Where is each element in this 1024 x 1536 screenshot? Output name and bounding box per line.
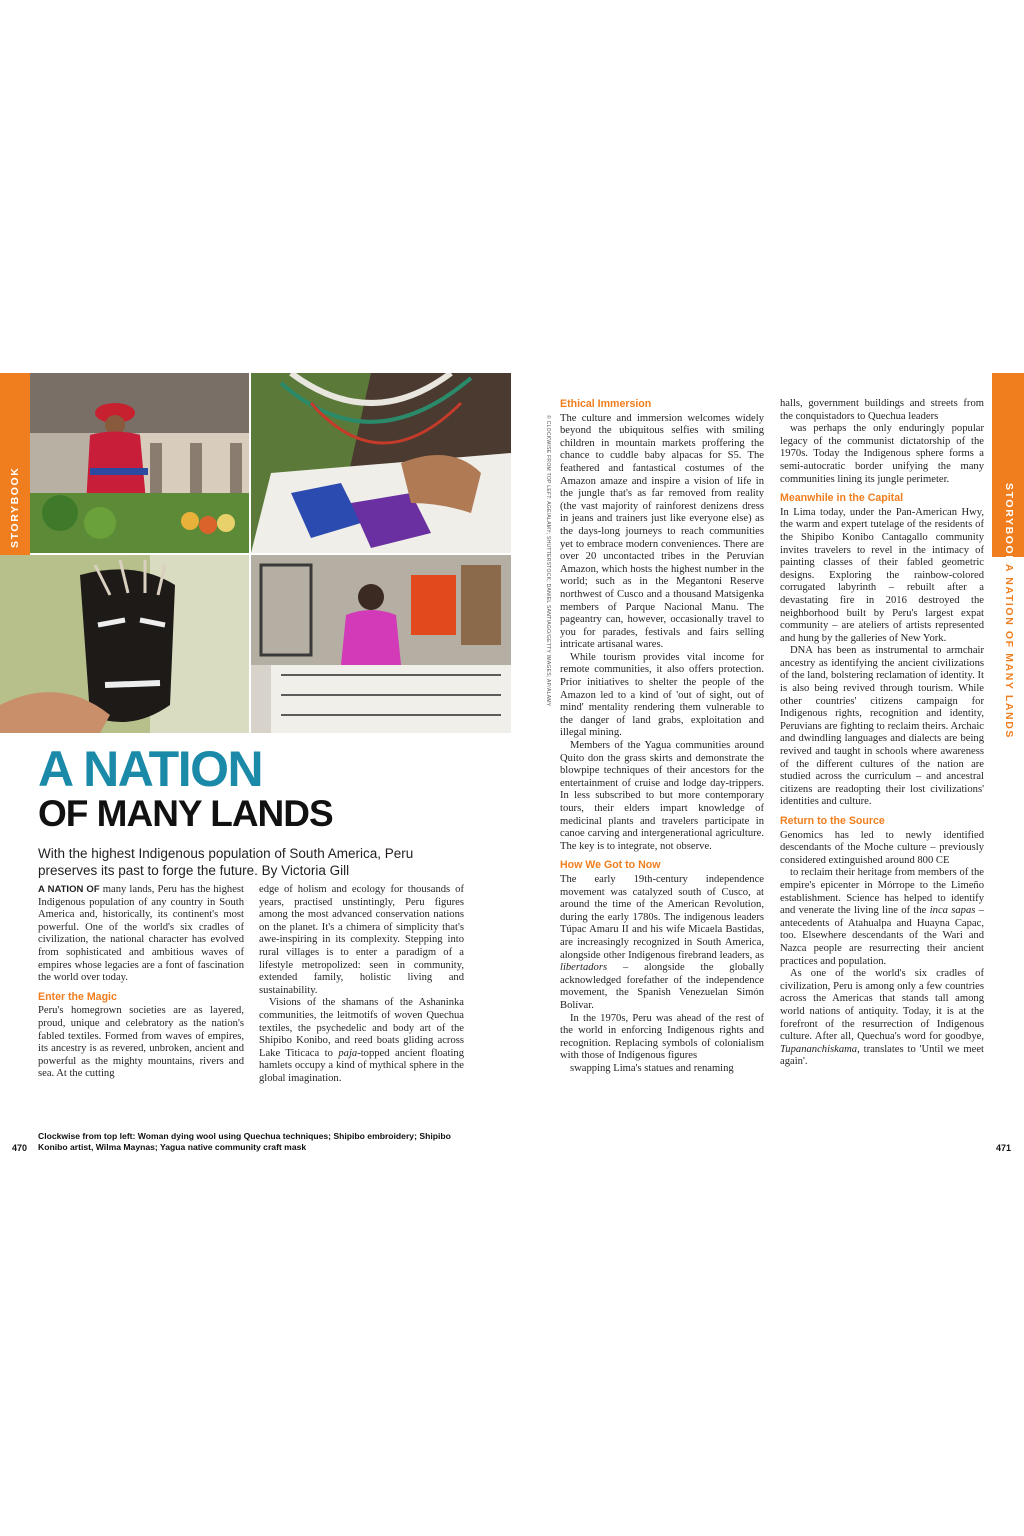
photo-caption: Clockwise from top left: Woman dying wool using Quechua techniques; Shipibo embroidery; Shipibo Konibo artist, Wilma Maynas; Yagua native community craft mask	[38, 1131, 451, 1152]
paragraph: In Lima today, under the Pan-American Hwy, the warm and expert tutelage of the residents of the Shipibo Konibo Cantagallo community invites travelers to revel in the intimacy of painting classes of their fabled geometric designs. Exploring the rainbow-colored corrugated labyrinth – rebuilt after a devastating fire in 2016 destroyed the neighborhood built by Peru's largest expat community – are ateliers of artists represented and hung by the galleries of New York.	[780, 506, 984, 644]
section-label-right: STORYBOOK	[1003, 483, 1015, 565]
photo-credit: © CLOCKWISE FROM TOP LEFT: AGE/ALAMY; SHUTTERSTOCK; DANIEL SANTIAGO/GETTY IMAGES; AP/ALAMY	[545, 415, 551, 707]
photo-yagua-mask	[0, 555, 249, 733]
paragraph: Peru's homegrown societies are as layered, proud, unique and celebratory as the nation's fabled textiles. Formed from waves of empires, its ancestry is as revered, unbroken, ancient and powerful as the mighty mountains, rivers and sea. At the cutting	[38, 1005, 244, 1080]
intro-text: many lands, Peru has the highest Indigenous population of any country in South America and, historically, its continent's most powerful. One of the world's six cradles of civilization, the national character has evolved from sophisticated and ambitious waves of empires whose legacies are a font of fascination the world over today.	[38, 884, 244, 984]
paragraph: The early 19th-century independence movement was catalyzed south of Cusco, at around the time of the American Revolution, during the early 1780s. The indigenous leaders Túpac Amaru II and his wife Micaela Bastidas, are increasingly recognized in South America, alongside other Indigenous firebrand leaders, as libertadors – alongside the globally acknowledged forefather of the independence movement, the Spanish Venezuelan Simón Bolívar.	[560, 873, 764, 1011]
paragraph: halls, government buildings and streets from the conquistadors to Quechua leaders	[780, 398, 984, 422]
paragraph: edge of holism and ecology for thousands of years, practised unstintingly, Peru figures among the most advanced conservation nations on the planet. It's a chimera of simplicity that's awe-inspiring in its complexity. Stepping into rural villages is to enter a paradigm of a lifestyle metropolized: seen in community, extended family, holistic living and sustainability.	[259, 884, 464, 996]
photo-shipibo-artist	[251, 555, 511, 733]
intro-lead: A NATION OF	[38, 884, 100, 895]
standfirst: With the highest Indigenous population of South America, Peru preserves its past to forge the future. By Victoria Gill	[38, 846, 414, 878]
paragraph: While tourism provides vital income for remote communities, it also offers protection. Prior initiatives to shelter the people of the Amazon led to a kind of 'out of sight, out of mind' mentality rendering them vulnerable to the danger of land grabs, exploitation and illegal mining.	[560, 651, 764, 739]
photo-quechua-weaver	[30, 373, 249, 553]
page-number-left: 470	[12, 1143, 28, 1153]
headline-line-2: OF MANY LANDS	[38, 793, 333, 834]
paragraph: was perhaps the only enduringly popular legacy of the communist dictatorship of the 1970s. Today the Indigenous sphere forms a semi-autocratic border unifying the many communities lining its jungle perimeter.	[780, 423, 984, 485]
paragraph: Members of the Yagua communities around Quito don the grass skirts and demonstrate the blowpipe techniques of their ancestors for the entertainment of cruise and lodge day-trippers. In less subscribed to but more contemporary tours, their elders impart knowledge of medicinal plants and travelers participate in canoe carving and intergenerational agriculture. The key is to integrate, not observe.	[560, 740, 764, 852]
column-4	[780, 398, 984, 1069]
paragraph: DNA has been as instrumental to armchair ancestry as identifying the ancient civilizations of the land, bolstering reclamation of identity. It is also being revived through tourism. While other countries' citizens campaign for Indigenous rights, recognition and identity, Peruvians are fighting to reclaim theirs. Archaic and dwindling languages and dialects are being revived and taught in schools where awareness of the different cultures of the nation are studied across the curriculum – and ancestral citizens are readopting their lost civilizations' identities and culture.	[780, 645, 984, 808]
column-2	[259, 884, 464, 1086]
heading-how-we-got-to-now: How We Got to Now	[560, 859, 661, 872]
heading-enter-the-magic: Enter the Magic	[38, 990, 117, 1003]
paragraph: Genomics has led to newly identified descendants of the Moche culture – previously considered extinguished around 800 CE	[780, 829, 984, 866]
paragraph: In the 1970s, Peru was ahead of the rest of the world in enforcing Indigenous rights and recognition. Replacing symbols of colonialism with those of Indigenous figures	[560, 1012, 764, 1062]
section-label-left: STORYBOOK	[9, 466, 21, 548]
paragraph: The culture and immersion welcomes widely beyond the ubiquitous selfies with smiling children in mountain markets proffering the chance to cuddle baby alpacas for S5. The feathered and fantastical costumes of the Amazon amaze and inspire a vision of life in the jungle that's as far removed from reality (the vast majority of rainforest denizens dress in jeans and trainers just like everyone else) as the days-long journeys to reach communities yet to embrace modern conveniences. There are over 20 uncontacted tribes in the Peruvian Amazon, which hosts the highest number in the world; such as in the Megantoni Reserve northwest of Cusco and a thousand Matsigenka members of Parque Nacional Manu. The pageantry can, however, occasionally travel to you for parades, festivals and fairs selling intricate artisanal wares.	[560, 412, 764, 651]
page-number-right: 471	[996, 1143, 1012, 1153]
column-3	[560, 398, 764, 1075]
paragraph: As one of the world's six cradles of civilization, Peru is among only a few countries across the Americas that stands tall among world nations of antiquity. Today, it is at the forefront of the resurrection of Indigenous culture. After all, Quechua's word for goodbye, Tupananchiskama, translates to 'Until we meet again'.	[780, 968, 984, 1068]
paragraph: swapping Lima's statues and renaming	[570, 1062, 734, 1074]
headline-line-1: A NATION	[38, 741, 263, 797]
column-1	[38, 884, 244, 1081]
heading-meanwhile-in-the-capital: Meanwhile in the Capital	[780, 492, 904, 505]
side-title: A NATION OF MANY LANDS	[1003, 564, 1015, 740]
photo-shipibo-embroidery	[251, 373, 511, 553]
paragraph: to reclaim their heritage from members of the empire's epicenter in Mórrope to the Limeño establishment. Science has helped to identify and venerate the living line of the inca sapas – antecedents of Atahualpa and Huayna Capac, too. Elsewhere descendants of the Wari and Nazca people are resurrecting their ancient practices and population.	[780, 867, 985, 967]
heading-ethical-immersion: Ethical Immersion	[560, 398, 652, 410]
paragraph: Visions of the shamans of the Ashaninka communities, the leitmotifs of woven Quechua textiles, the psychedelic and body art of the Shipibo Konibo, and reed boats gliding across Lake Titicaca to paja-topped ancient floating hamlets occupy a kind of mythical sphere in the global imagination.	[259, 997, 464, 1084]
heading-return-to-the-source: Return to the Source	[780, 815, 885, 827]
